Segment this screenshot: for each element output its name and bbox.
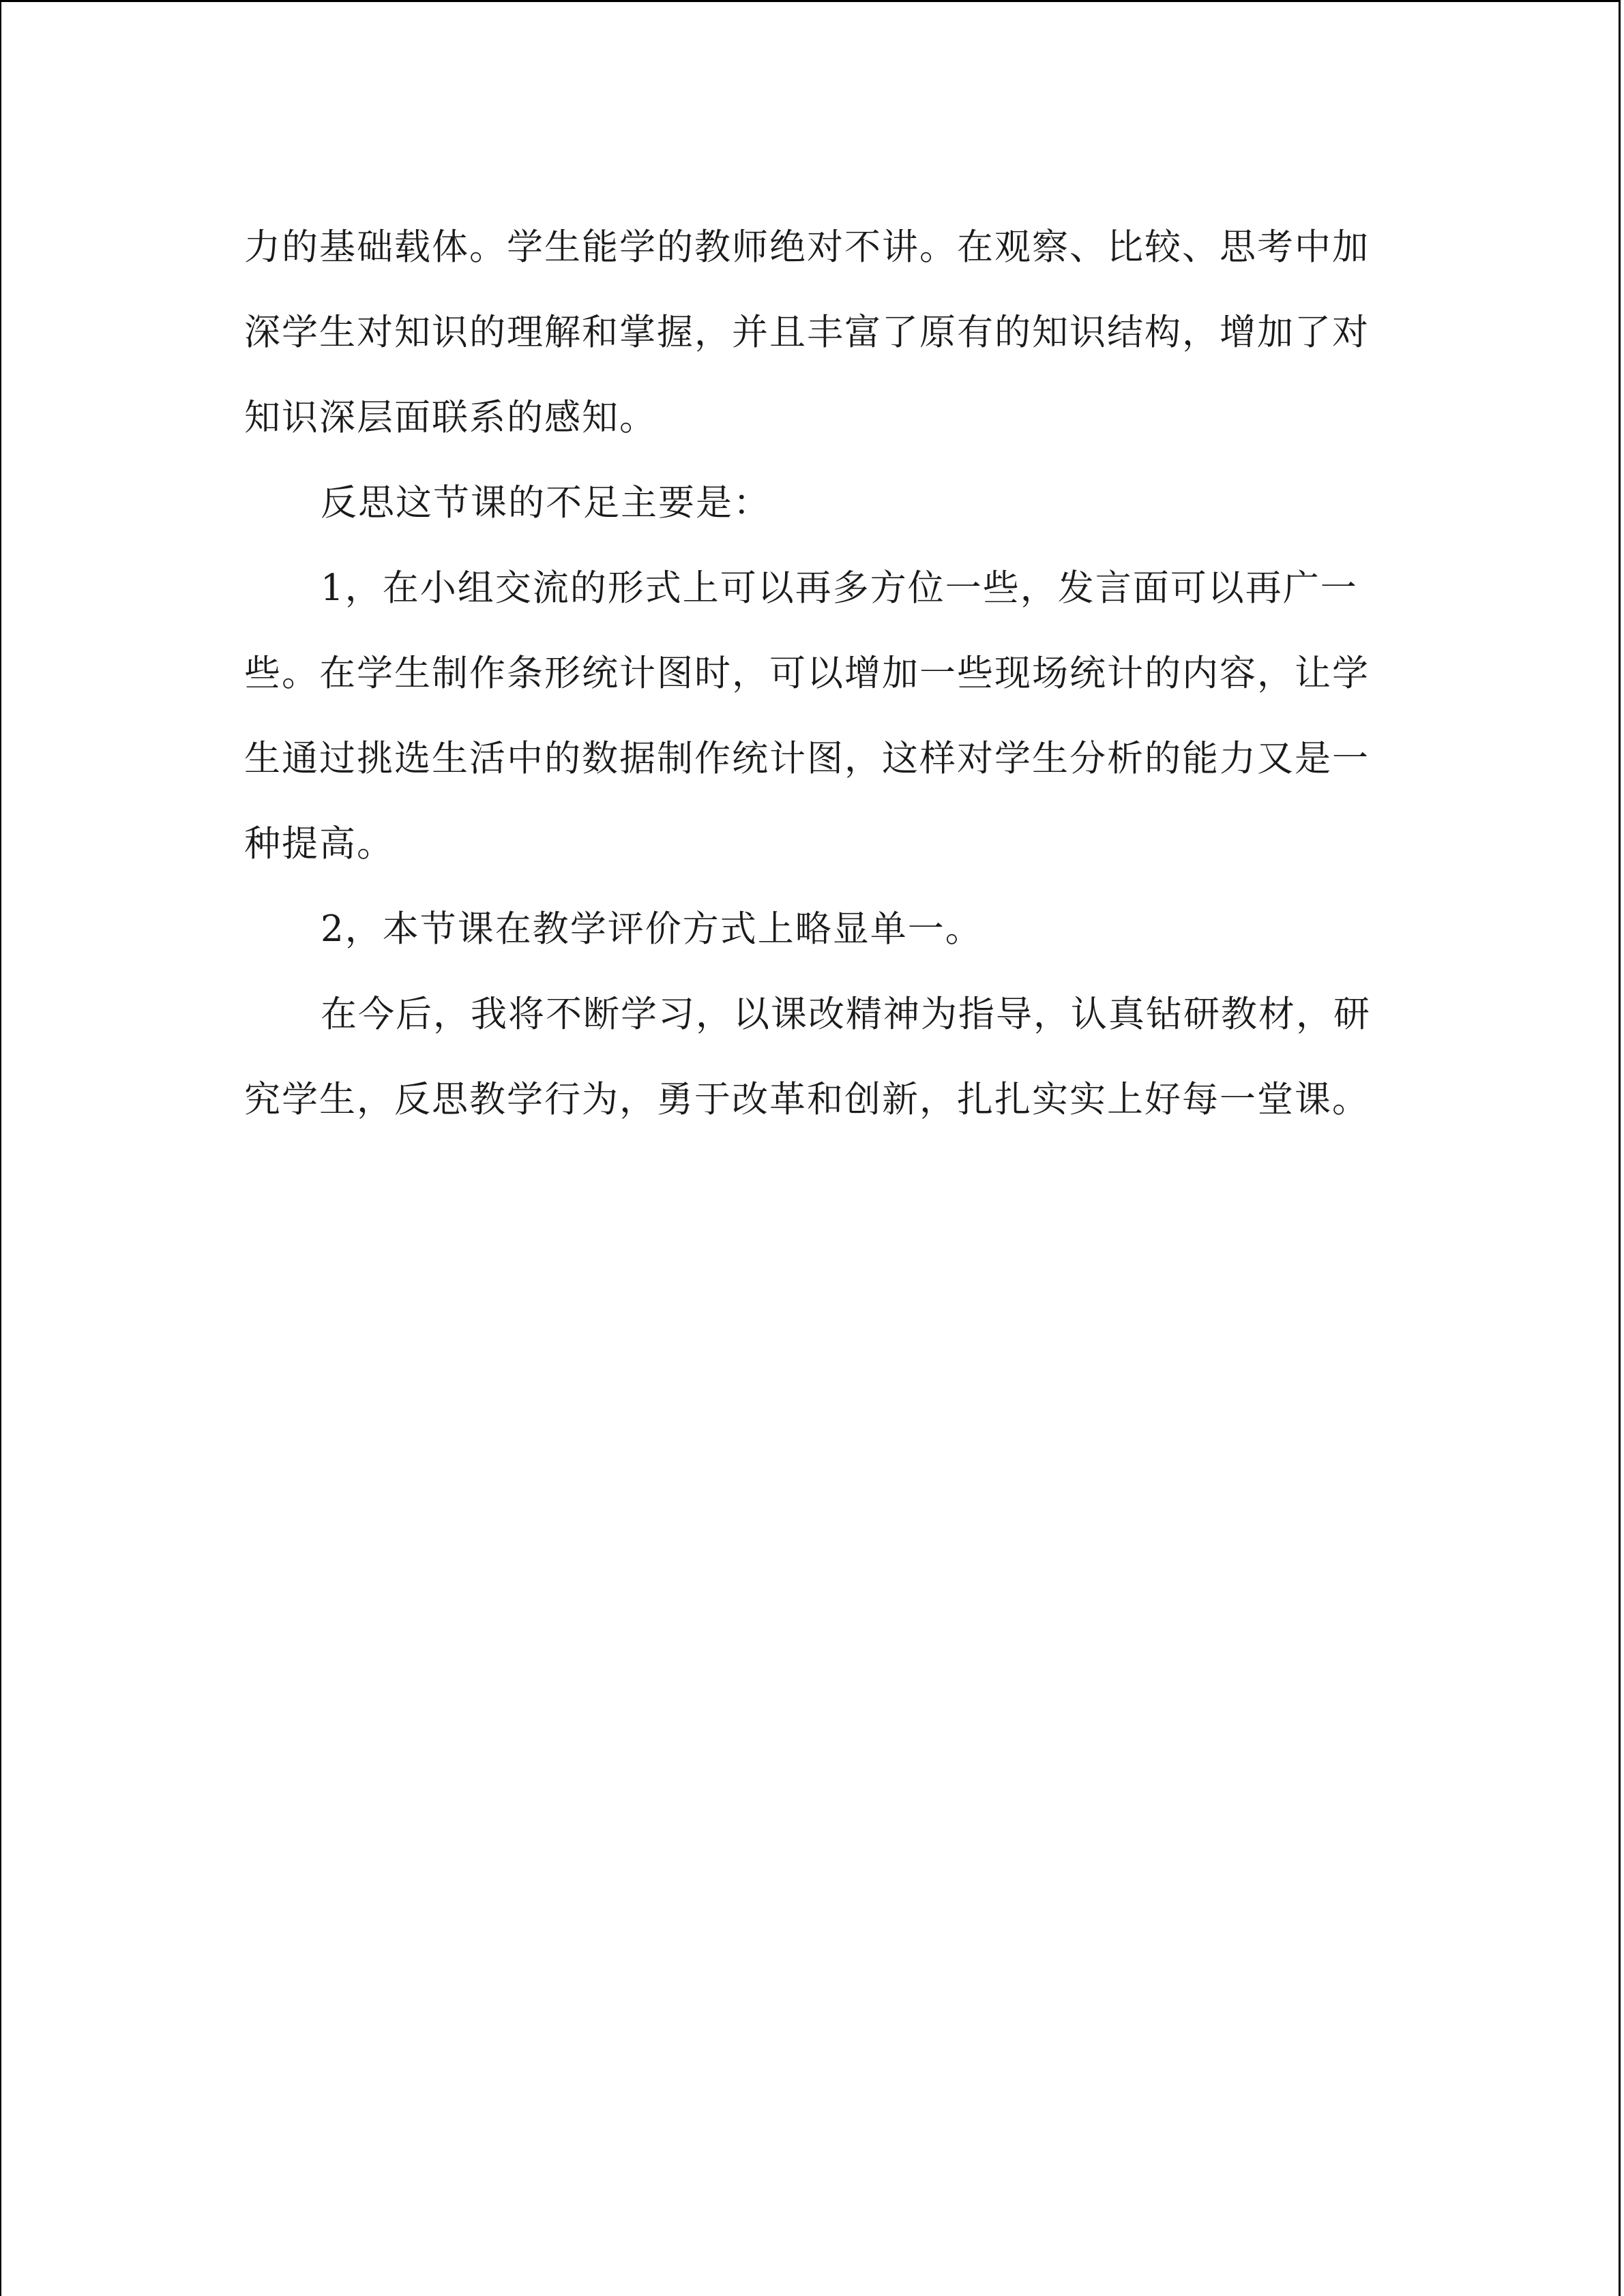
- paragraph-point-2: 2，本节课在教学评价方式上略显单一。: [321, 908, 983, 950]
- paragraph-continuation: 力的基础载体。学生能学的教师绝对不讲。在观察、比较、思考中加深学生对知识的理解和掌握，并且丰富了原有的知识结构，增加了对知识深层面联系的感知。: [244, 226, 1370, 438]
- paragraph-point-1: 1，在小组交流的形式上可以再多方位一些，发言面可以再广一些。在学生制作条形统计图时，可以增加一些现场统计的内容，让学生通过挑选生活中的数据制作统计图，这样对学生分析的能力又是一种提高。: [244, 567, 1370, 865]
- paragraph-conclusion: 在今后，我将不断学习，以课改精神为指导，认真钻研教材，研究学生，反思教学行为，勇于改革和创新，扎扎实实上好每一堂课。: [244, 994, 1371, 1120]
- paragraph-reflection-intro: 反思这节课的不足主要是：: [321, 482, 771, 524]
- document-body: [244, 205, 1376, 1142]
